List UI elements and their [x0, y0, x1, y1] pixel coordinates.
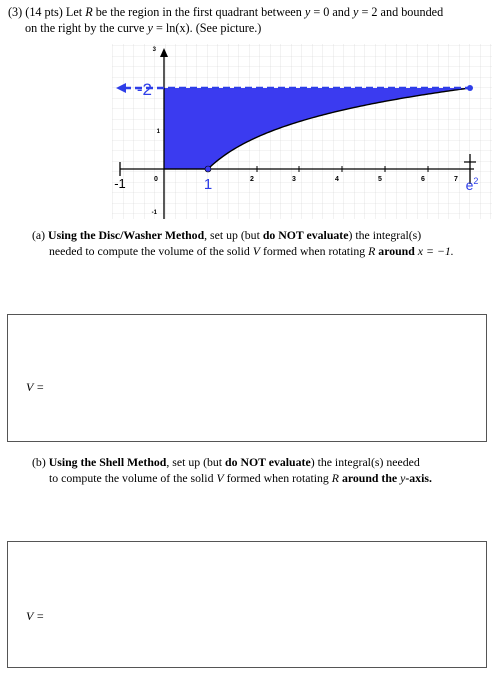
answer-a-label: V = — [26, 380, 45, 394]
x-tick-3: 3 — [292, 176, 296, 183]
x-tick-minus-1: -1 — [114, 176, 126, 191]
x-tick-6: 6 — [421, 176, 425, 183]
problem-statement — [8, 4, 488, 36]
x-tick-0: 0 — [154, 176, 158, 183]
answer-box-b[interactable] — [7, 541, 487, 668]
y-tick-minus-1: -1 — [151, 210, 157, 216]
point-e-squared-2 — [467, 85, 473, 91]
x-tick-2: 2 — [250, 176, 254, 183]
part-b-line-2: to compute the volume of the solid V formed when rotating R around the y-axis. — [49, 470, 432, 485]
part-b-text — [32, 455, 490, 486]
x-tick-7: 7 — [454, 176, 458, 183]
highlight-y-2: -2 — [136, 80, 152, 99]
problem-line-1: (3) (14 pts) Let R be the region in the first quadrant between y = 0 and y = 2 and bounded — [8, 5, 444, 19]
y-tick-1: 1 — [156, 129, 160, 135]
part-a-line-2: needed to compute the volume of the solid V formed when rotating R around x = −1. — [49, 243, 454, 258]
part-b-line-1: (b) Using the Shell Method, set up (but do NOT evaluate) the integral(s) needed — [32, 455, 420, 469]
part-a-text — [32, 228, 490, 259]
x-tick-e-squared: $e^2$ — [465, 176, 479, 193]
region-graph — [112, 44, 492, 224]
answer-box-a[interactable] — [7, 314, 487, 442]
x-tick-5: 5 — [378, 176, 382, 183]
x-tick-4: 4 — [335, 176, 339, 183]
x-tick-1: 1 — [203, 176, 213, 193]
point-1-0 — [205, 166, 211, 172]
part-a-line-1: (a) Using the Disc/Washer Method, set up (but do NOT evaluate) the integral(s) — [32, 228, 422, 242]
y-tick-3: 3 — [152, 47, 156, 53]
answer-b-label: V = — [26, 609, 45, 623]
problem-line-2: on the right by the curve y = ln(x). (See picture.) — [25, 21, 262, 35]
